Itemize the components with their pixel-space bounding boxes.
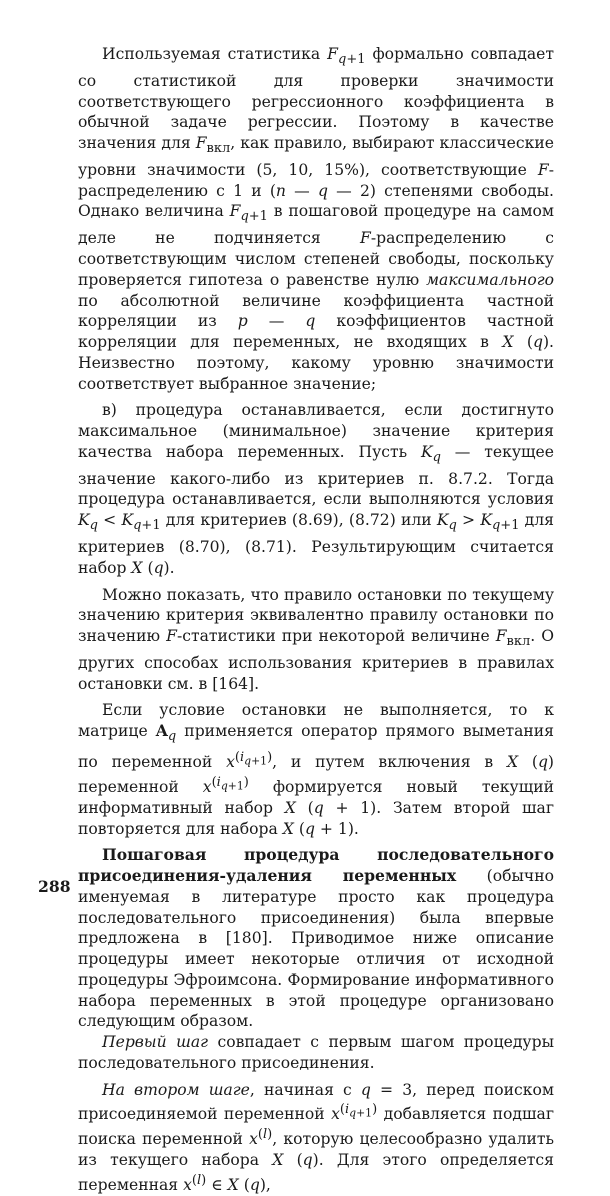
page-number: 288 [38, 877, 71, 896]
paragraph-7: На втором шаге, начиная с q = 3, перед поиском присоединяемой переменной $x^{(i_{q+1})}$ добавляется подшаг поиска переменной $x^{(l)}$, которую целесообразно удалить из текущего набора X (q). Для этого определяется переменная $x^{(l)}$ ∈ X (q), [78, 1080, 555, 1195]
paragraph-5-bold-lead: Пошаговая процедура последовательного присоединения-удаления переменных [78, 845, 554, 886]
paragraph-6: Первый шаг совпадает с первым шагом процедуры последовательного присоединения. [78, 1033, 554, 1072]
page-body [78, 44, 554, 1196]
paragraph-1: Используемая статистика $F_{q+1}$ формально совпадает со статистикой для проверки значимости соответствующего регрессионного коэффициента в обычной задаче регрессии. Поэтому в качестве значения для $F_{вкл}$, как правило, выбирают классические уровни значимости (5, 10, 15%), соответствующие F-распределению с 1 и (n — q — 2) степенями свободы. Однако величина $F_{q+1}$ в пошаговой процедуре на самом деле не подчиняется F-распределению с соответствующим числом степеней свободы, поскольку проверяется гипотеза о равенстве нулю максимального по абсолютной величине коэффициента частной корреляции из p — q коэффициентов частной корреляции для переменных, не входящих в X (q). Неизвестно поэтому, какому уровню значимости соответствует выбранное значение; [78, 45, 554, 393]
paragraph-3: Можно показать, что правило остановки по текущему значению критерия эквивалентно правилу остановки по значению F-статистики при некоторой величине $F_{вкл}$. О других способах использования критериев в правилах остановки см. в [164]. [78, 585, 554, 693]
paragraph-5: Пошаговая процедура последовательного присоединения-удаления переменных (обычно именуемая в литературе просто как процедура последовательного присоединения) была впервые предложена в [180]. Приводимое ниже описание процедуры имеет некоторые отличия от исходной процедуры Эфроимсона. Формирование информативного набора переменных в этой процедуре организовано следующим образом. [78, 845, 554, 1031]
paragraph-4: Если условие остановки не выполняется, то к матрице $A_q$ применяется оператор прямого выметания по переменной $x^{(i_{q+1})}$, и путем включения в X (q) переменной $x^{(i_{q+1})}$ формируется новый текущий информативный набор X (q + 1). Затем второй шаг повторяется для набора X (q + 1). [78, 701, 555, 838]
paragraph-2: в) процедура останавливается, если достигнуто максимальное (минимальное) значение критерия качества набора переменных. Пусть $K_q$ — текущее значение какого-либо из критериев п. 8.7.2. Тогда процедура останавливается, если выполняются условия $K_q < K_{q+1}$ для критериев (8.69), (8.72) или $K_q > K_{q+1}$ для критериев (8.70), (8.71). Результирующим считается набор X (q). [78, 401, 555, 577]
